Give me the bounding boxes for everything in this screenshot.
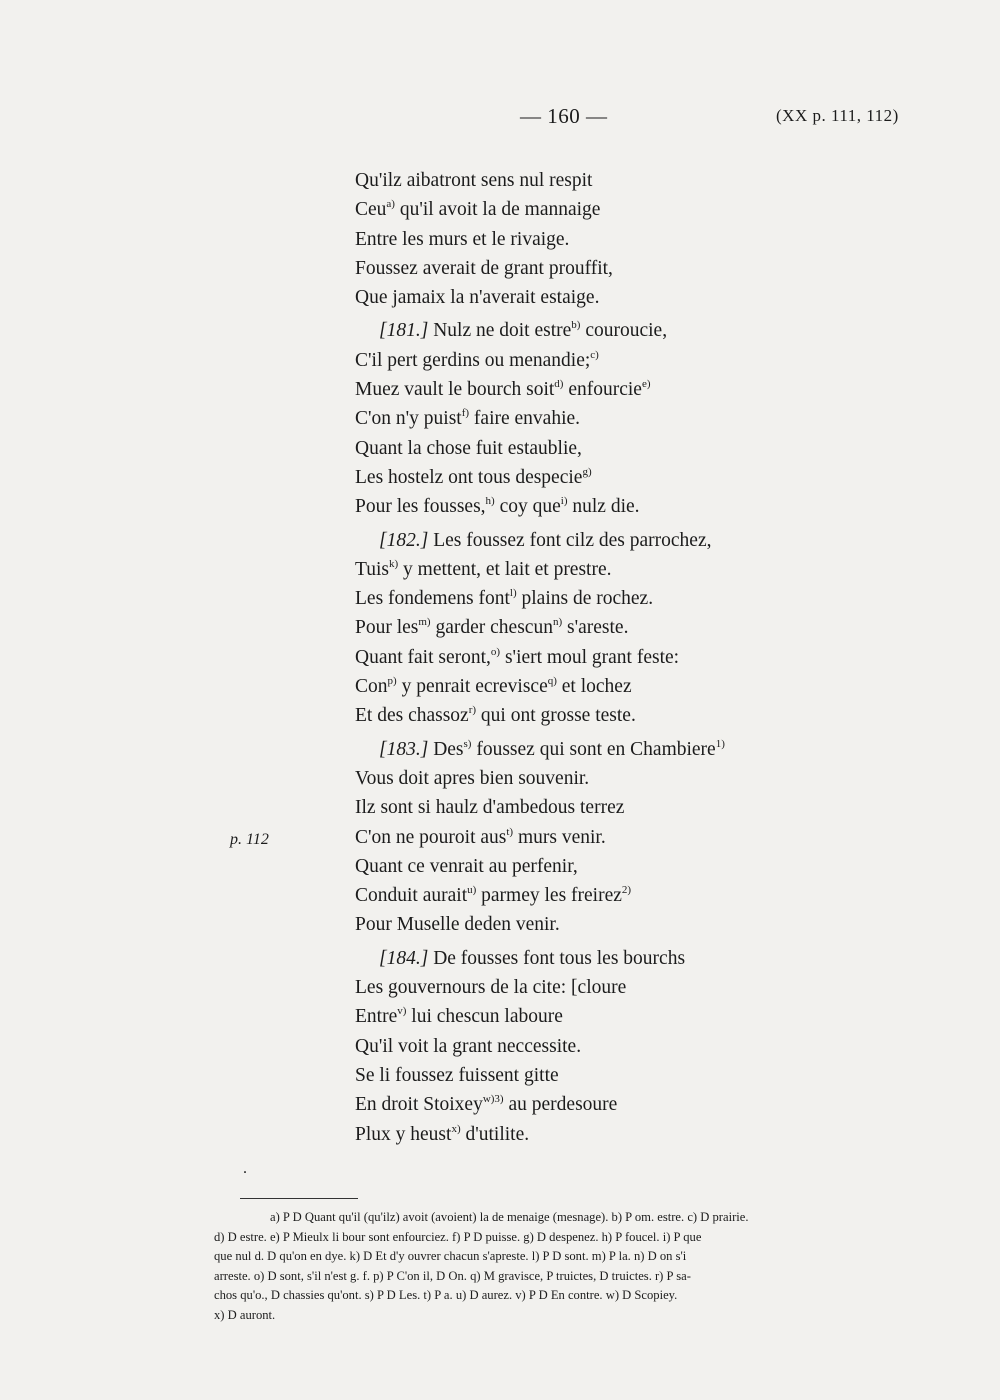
footnote-marker: 2) — [621, 884, 632, 897]
verse-text: Muez vault le bourch soit — [355, 379, 555, 401]
footnote-line: a) P D Quant qu'il (qu'ilz) avoit (avoient) la de menaige (mesnage). b) P om. estre. c) D prairie. — [270, 1210, 749, 1224]
verse-text: Con — [355, 676, 388, 698]
footnote-marker: c) — [590, 348, 599, 361]
verse-text: C'il pert gerdins ou menandie; — [355, 349, 591, 371]
verse-line — [355, 764, 835, 793]
footnote-marker: w)3) — [482, 1093, 504, 1106]
footnote-marker: r) — [468, 704, 477, 717]
footnote-marker: a) — [386, 198, 395, 211]
footnote-line: x) D auront. — [214, 1307, 276, 1322]
verse-line — [355, 643, 835, 672]
verse-line — [355, 1061, 835, 1090]
verse-text: Entre les murs et le rivaige. — [355, 228, 570, 250]
verse-text: Les gouvernours de la cite: [cloure — [355, 977, 627, 999]
footnote-line: que nul d. D qu'on en dye. k) D Et d'y ouvrer chacun s'apreste. l) P D sont. m) P la. n) D on s'i — [214, 1249, 687, 1264]
footnote-marker: g) — [582, 465, 592, 478]
verse-text: y penrait ecrevisce — [396, 676, 548, 698]
footnotes — [214, 1208, 954, 1326]
verse-text: parmey les freirez — [476, 885, 622, 907]
verse-line — [355, 463, 835, 492]
verse-line — [355, 1120, 835, 1149]
verse-text: Que jamaix la n'averait estaige. — [355, 287, 600, 309]
stanza — [355, 735, 835, 940]
section-number: [183.] — [379, 738, 429, 760]
verse-line — [355, 526, 835, 555]
footnote-marker: n) — [552, 616, 563, 629]
verse-line — [355, 254, 835, 283]
verse-text: Ilz sont si haulz d'ambedous terrez — [355, 797, 625, 819]
verse-text: lui chescun laboure — [406, 1006, 563, 1028]
verse-text: En droit Stoixey — [355, 1094, 483, 1116]
verse-text: coy que — [494, 496, 561, 518]
verse-line — [355, 881, 835, 910]
verse-line — [355, 944, 835, 973]
section-number: [182.] — [379, 529, 429, 551]
verse-text: nulz die. — [567, 496, 640, 518]
verse-text: Quant ce venrait au perfenir, — [355, 855, 578, 877]
verse-line — [355, 195, 835, 224]
verse-line — [355, 1032, 835, 1061]
verse-line — [355, 492, 835, 521]
verse-text: Qu'ilz aibatront sens nul respit — [355, 170, 593, 191]
verse-line — [355, 555, 835, 584]
verse-text: s'areste. — [562, 617, 629, 639]
footnote-line: arreste. o) D sont, s'il n'est g. f. p) P C'on il, D On. q) M gravisce, P truictes, D truictes. r) P sa- — [214, 1268, 691, 1283]
footnote-line: d) D estre. e) P Mieulx li bour sont enfourciez. f) P D puisse. g) D despenez. h) P foucel. i) P que — [214, 1229, 702, 1244]
running-reference: (XX p. 111, 112) — [776, 106, 899, 125]
footnote-marker: t) — [506, 825, 514, 838]
poem-body — [355, 166, 835, 1153]
verse-text: qui ont grosse teste. — [476, 705, 636, 727]
footnote-line: chos qu'o., D chassies qu'ont. s) P D Les. t) P a. u) D aurez. v) P D En contre. w) D Scopiey. — [214, 1288, 678, 1303]
verse-text: Qu'il voit la grant neccessite. — [355, 1035, 582, 1057]
verse-text: Pour les — [355, 617, 419, 639]
verse-text: Pour les fousses, — [355, 496, 486, 518]
page-number: — 160 — — [520, 104, 608, 128]
verse-text: Quant fait seront, — [355, 646, 491, 668]
verse-text: Pour Muselle deden venir. — [355, 914, 560, 936]
verse-line — [355, 434, 835, 463]
verse-line — [355, 346, 835, 375]
verse-line — [355, 404, 835, 433]
verse-text: y mettent, et lait et prestre. — [398, 558, 612, 580]
footnote-marker: m) — [418, 616, 431, 629]
footnote-marker: l) — [509, 587, 517, 600]
verse-text: qu'il avoit la de mannaige — [394, 199, 601, 221]
verse-text: Se li foussez fuissent gitte — [355, 1064, 559, 1086]
footnote-marker: f) — [461, 407, 470, 420]
footnote-marker: p) — [387, 675, 397, 688]
verse-line — [355, 166, 835, 195]
verse-text: faire envahie. — [469, 408, 581, 430]
section-number: [184.] — [379, 947, 429, 969]
verse-text: murs venir. — [513, 826, 606, 848]
verse-text: Entre — [355, 1006, 398, 1028]
stanza — [355, 166, 835, 312]
footnote-marker: q) — [547, 675, 557, 688]
stanza — [355, 526, 835, 731]
footnote-marker: i) — [560, 495, 568, 508]
footnote-marker: d) — [554, 378, 564, 391]
section-number: [181.] — [379, 320, 429, 342]
verse-text: C'on ne pouroit aus — [355, 826, 507, 848]
verse-line — [355, 735, 835, 764]
verse-line — [355, 283, 835, 312]
verse-line — [355, 793, 835, 822]
verse-text: Et des chassoz — [355, 705, 469, 727]
verse-line — [355, 910, 835, 939]
footnote-marker: s) — [463, 737, 472, 750]
margin-dot: . — [243, 1160, 247, 1177]
verse-text: couroucie, — [580, 320, 668, 342]
verse-line — [355, 1090, 835, 1119]
verse-text: plains de rochez. — [516, 588, 654, 610]
footnote-marker: u) — [467, 884, 477, 897]
verse-text: Les hostelz ont tous despecie — [355, 466, 583, 488]
footnote-marker: e) — [641, 378, 651, 391]
verse-text: et lochez — [556, 676, 632, 698]
verse-line — [355, 973, 835, 1002]
verse-line — [355, 375, 835, 404]
verse-text: Tuis — [355, 558, 389, 580]
verse-text: Vous doit apres bien souvenir. — [355, 767, 590, 789]
footnote-marker: x) — [451, 1122, 461, 1135]
verse-text: Nulz ne doit estre — [428, 320, 572, 342]
footnote-marker: v) — [397, 1005, 407, 1018]
footnote-marker: 1) — [715, 737, 725, 750]
verse-line — [355, 823, 835, 852]
margin-page-note: p. 112 — [230, 831, 269, 848]
verse-text: Ceu — [355, 199, 387, 221]
verse-line — [355, 1002, 835, 1031]
verse-text: d'utilite. — [460, 1123, 530, 1145]
verse-text: enfourcie — [563, 379, 642, 401]
verse-line — [355, 852, 835, 881]
verse-text: Foussez averait de grant prouffit, — [355, 257, 613, 279]
verse-line — [355, 701, 835, 730]
footnote-marker: k) — [388, 557, 399, 570]
verse-text: Quant la chose fuit estaublie, — [355, 437, 582, 459]
verse-text: Plux y heust — [355, 1123, 452, 1145]
footnote-rule — [240, 1198, 358, 1199]
footnote-marker: o) — [490, 645, 501, 658]
page-header — [0, 104, 1000, 132]
verse-text: Conduit aurait — [355, 885, 468, 907]
verse-text: au perdesoure — [503, 1094, 618, 1116]
verse-text: Les foussez font cilz des parrochez, — [428, 529, 712, 551]
footnote-marker: b) — [571, 319, 581, 332]
verse-text: foussez qui sont en Chambiere — [471, 738, 716, 760]
stanza — [355, 316, 835, 521]
verse-line — [355, 672, 835, 701]
verse-text: Des — [428, 738, 464, 760]
verse-line — [355, 316, 835, 345]
verse-text: De fousses font tous les bourchs — [428, 947, 686, 969]
footnote-marker: h) — [485, 495, 495, 508]
verse-text: C'on n'y puist — [355, 408, 462, 430]
verse-text: garder chescun — [430, 617, 553, 639]
stanza — [355, 944, 835, 1149]
verse-line — [355, 613, 835, 642]
verse-line — [355, 225, 835, 254]
verse-text: s'iert moul grant feste: — [500, 646, 680, 668]
verse-line — [355, 584, 835, 613]
verse-text: Les fondemens font — [355, 588, 510, 610]
